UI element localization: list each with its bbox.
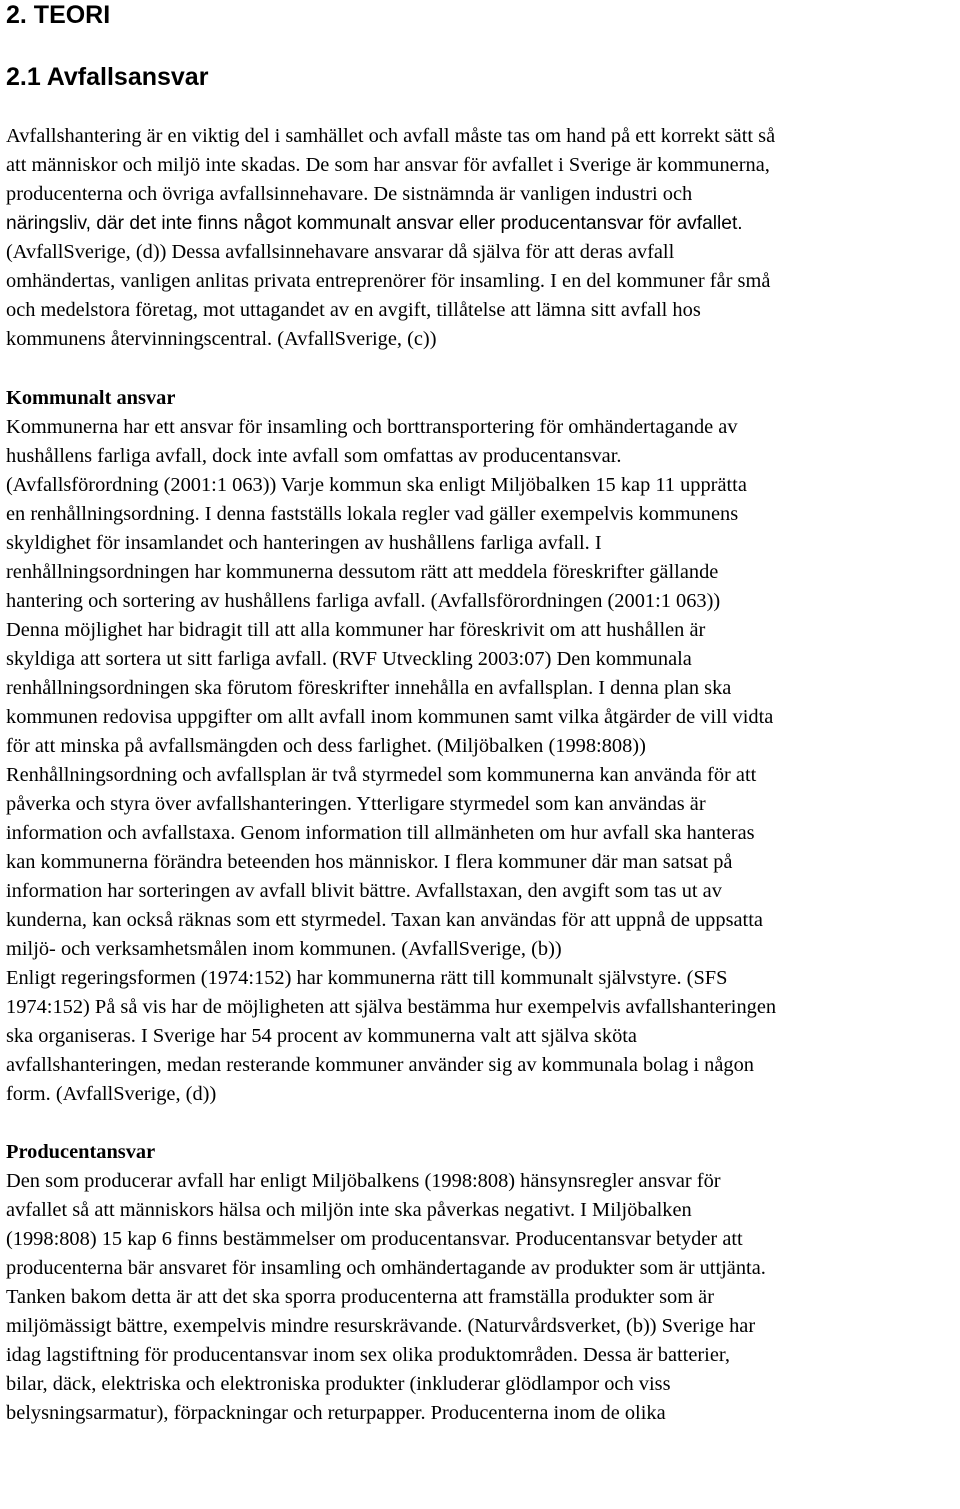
paragraph-line: form. (AvfallSverige, (d)) (6, 1083, 217, 1105)
paragraph-line: miljö- och verksamhetsmålen inom kommunen. (AvfallSverige, (b)) (6, 938, 562, 960)
paragraph-line: Kommunerna har ett ansvar för insamling och borttransportering för omhändertagande av (6, 416, 738, 438)
paragraph-line: påverka och styra över avfallshanteringen. Ytterligare styrmedel som kan användas är (6, 793, 706, 815)
paragraph-line: Den som producerar avfall har enligt Miljöbalkens (1998:808) hänsynsregler ansvar för (6, 1170, 721, 1192)
paragraph-line: renhållningsordningen har kommunerna dessutom rätt att meddela föreskrifter gällande (6, 561, 719, 583)
paragraph-line: ska organiseras. I Sverige har 54 procent av kommunerna valt att själva sköta (6, 1025, 637, 1047)
paragraph-line: renhållningsordningen ska förutom föreskrifter innehålla en avfallsplan. I denna plan ska (6, 677, 732, 699)
paragraph-line: producenterna bär ansvaret för insamling och omhändertagande av produkter som är uttjänta. (6, 1257, 766, 1279)
paragraph-line: Tanken bakom detta är att det ska sporra producenterna att framställa produkter som är (6, 1286, 715, 1308)
paragraph-line: kan kommunerna förändra beteenden hos människor. I flera kommuner där man satsat på (6, 851, 733, 873)
paragraph-line: (AvfallSverige, (d)) Dessa avfallsinnehavare ansvarar då själva för att deras avfall (6, 241, 675, 263)
paragraph-line: Enligt regeringsformen (1974:152) har kommunerna rätt till kommunalt självstyre. (SFS (6, 967, 728, 989)
paragraph-line: (1998:808) 15 kap 6 finns bestämmelser om producentansvar. Producentansvar betyder att (6, 1228, 743, 1250)
paragraph-line: information och avfallstaxa. Genom information till allmänheten om hur avfall ska hanteras (6, 822, 755, 844)
paragraph-line: avfallet så att människors hälsa och miljön inte ska påverkas negativt. I Miljöbalken (6, 1199, 692, 1221)
paragraph-line: hushållens farliga avfall, dock inte avfall som omfattas av producentansvar. (6, 445, 622, 467)
paragraph-line: omhändertas, vanligen anlitas privata entreprenörer för insamling. I en del kommuner får små (6, 270, 771, 292)
kommunalt-paragraph (6, 413, 954, 1109)
paragraph-line: idag lagstiftning för producentansvar inom sex olika produktområden. Dessa är batterier, (6, 1344, 730, 1366)
producent-heading: Producentansvar (6, 1141, 156, 1163)
producent-paragraph (6, 1167, 954, 1428)
paragraph-line: en renhållningsordning. I denna fastställs lokala regler vad gäller exempelvis kommunens (6, 503, 739, 525)
paragraph-line: och medelstora företag, mot uttagandet av en avgift, tillåtelse att lämna sitt avfall hos (6, 299, 701, 321)
paragraph-line: bilar, däck, elektriska och elektroniska produkter (inkluderar glödlampor och viss (6, 1373, 671, 1395)
paragraph-line: avfallshanteringen, medan resterande kommuner använder sig av kommunala bolag i någon (6, 1054, 754, 1076)
paragraph-line: skyldighet för insamlandet och hanteringen av hushållens farliga avfall. I (6, 532, 602, 554)
paragraph-line: kommunens återvinningscentral. (AvfallSverige, (c)) (6, 328, 437, 350)
paragraph-line: miljömässigt bättre, exempelvis mindre resurskrävande. (Naturvårdsverket, (b)) Sverige har (6, 1315, 756, 1337)
paragraph-line: information har sorteringen av avfall blivit bättre. Avfallstaxan, den avgift som tas ut av (6, 880, 722, 902)
paragraph-line: kommunen redovisa uppgifter om allt avfall inom kommunen samt vilka åtgärder de vill vidta (6, 706, 774, 728)
section-title: 2.1 Avfallsansvar (6, 63, 209, 91)
paragraph-line: näringsliv, där det inte finns något kommunalt ansvar eller producentansvar för avfallet. (6, 213, 743, 234)
paragraph-line: Denna möjlighet har bidragit till att alla kommuner har föreskrivit om att hushållen är (6, 619, 706, 641)
paragraph-line: 1974:152) På så vis har de möjligheten att själva bestämma hur exempelvis avfallshanteringen (6, 996, 777, 1018)
paragraph-line: kunderna, kan också räknas som ett styrmedel. Taxan kan användas för att uppnå de uppsatta (6, 909, 763, 931)
chapter-title: 2. TEORI (6, 1, 111, 29)
paragraph-line: Avfallshantering är en viktig del i samhället och avfall måste tas om hand på ett korrekt sätt så (6, 125, 776, 147)
paragraph-line: skyldiga att sortera ut sitt farliga avfall. (RVF Utveckling 2003:07) Den kommunala (6, 648, 692, 670)
paragraph-line: hantering och sortering av hushållens farliga avfall. (Avfallsförordningen (2001:1 063)) (6, 590, 721, 612)
paragraph-line: producenterna och övriga avfallsinnehavare. De sistnämnda är vanligen industri och (6, 183, 693, 205)
paragraph-line: för att minska på avfallsmängden och dess farlighet. (Miljöbalken (1998:808)) (6, 735, 646, 757)
paragraph-line: belysningsarmatur), förpackningar och returpapper. Producenterna inom de olika (6, 1402, 666, 1424)
kommunalt-heading: Kommunalt ansvar (6, 387, 176, 409)
intro-paragraph (6, 122, 954, 354)
paragraph-line: (Avfallsförordning (2001:1 063)) Varje kommun ska enligt Miljöbalken 15 kap 11 upprätta (6, 474, 747, 496)
paragraph-line: att människor och miljö inte skadas. De som har ansvar för avfallet i Sverige är kommunerna, (6, 154, 770, 176)
paragraph-line: Renhållningsordning och avfallsplan är två styrmedel som kommunerna kan använda för att (6, 764, 757, 786)
